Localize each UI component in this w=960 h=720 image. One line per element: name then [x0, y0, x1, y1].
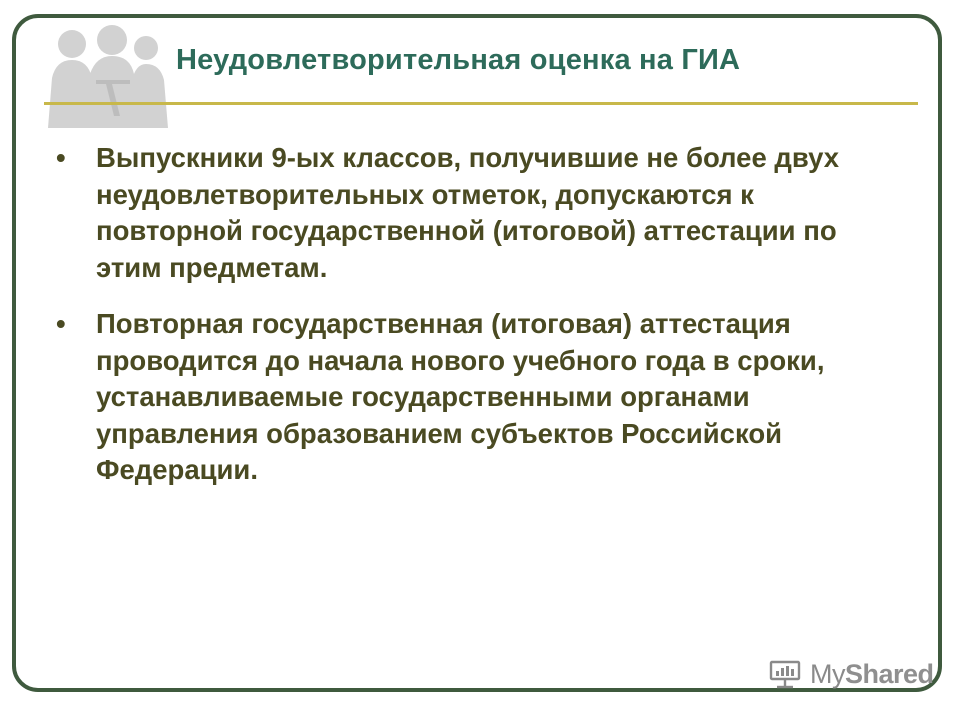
bullet-marker: • [56, 142, 66, 173]
business-people-icon [34, 18, 174, 128]
myshared-watermark [768, 654, 934, 694]
title-underline [44, 102, 918, 105]
myshared-logo-text [810, 659, 934, 690]
bullet-list [56, 140, 896, 509]
bullet-item [56, 306, 896, 489]
bullet-marker: • [56, 308, 66, 339]
bullet-text: Повторная государственная (итоговая) аттестация проводится до начала нового учебного года в сроки, устанавливаемые государственными органами управления образованием субъектов Российской Федерации. [96, 308, 825, 485]
logo-text-my: My [810, 658, 845, 689]
logo-text-shared: Shared [845, 658, 934, 689]
presentation-board-icon [768, 658, 802, 690]
bullet-text: Выпускники 9-ых классов, получившие не более двух неудовлетворительных отметок, допускаются к повторной государственной (итоговой) аттестации по этим предметам. [96, 142, 839, 283]
bullet-item [56, 140, 896, 286]
slide-title: Неудовлетворительная оценка на ГИА [176, 44, 741, 76]
